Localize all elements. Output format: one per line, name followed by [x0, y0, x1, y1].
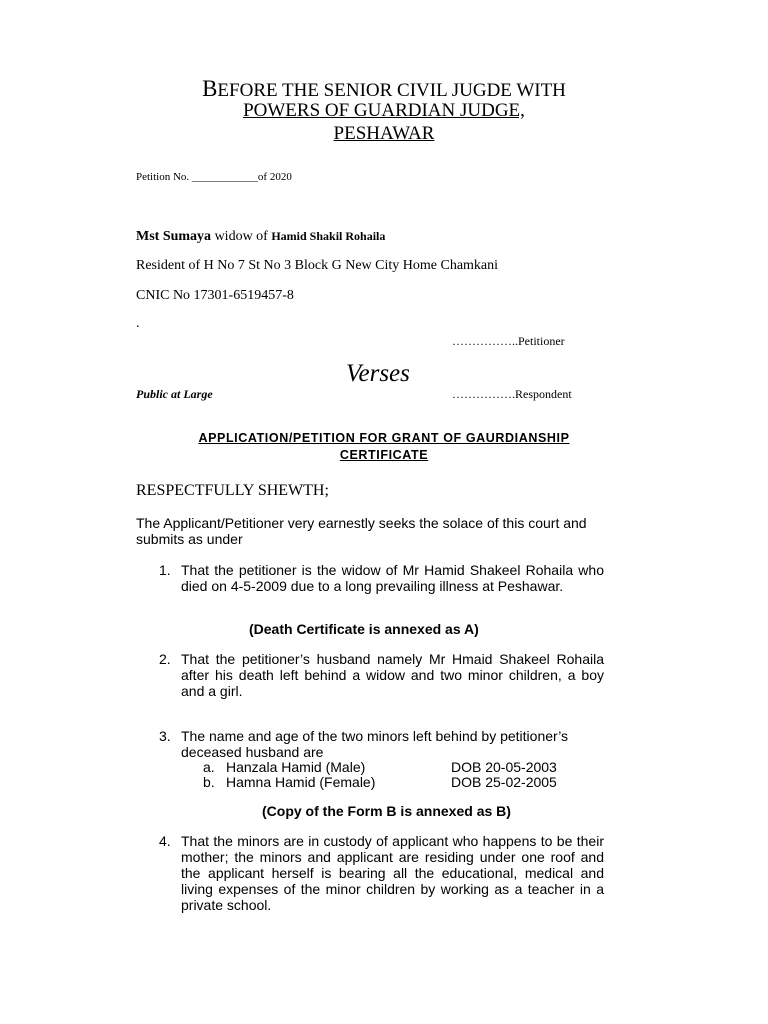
annex-a-note: (Death Certificate is annexed as A)	[249, 621, 479, 637]
intro-paragraph: The Applicant/Petitioner very earnestly seeks the solace of this court and submits as under	[136, 515, 587, 547]
application-title-line-1: APPLICATION/PETITION FOR GRANT OF GAURDIANSHIP	[198, 431, 570, 445]
annex-b-note: (Copy of the Form B is annexed as B)	[262, 803, 511, 819]
heading-line-3: PESHAWAR	[333, 123, 435, 144]
application-title-line-2: CERTIFICATE	[339, 448, 429, 462]
item-number-1: 1.	[159, 562, 171, 578]
item-text-4: That the minors are in custody of applicant who happens to be their mother; the minors and applicant are residing under one roof and the applicant herself is bearing all the educational, medical and living expenses of the minor children by working as a teacher in a private school.	[181, 833, 604, 913]
petitioner-label: ……………..Petitioner	[452, 334, 565, 348]
minor-letter-a: a.	[203, 759, 215, 775]
item-number-3: 3.	[159, 728, 171, 744]
minor-letter-b: b.	[203, 774, 215, 790]
respondent-name: Public at Large	[136, 387, 213, 401]
petition-number: Petition No. ____________of 2020	[136, 171, 292, 183]
minor-name-b: Hamna Hamid (Female)	[226, 774, 376, 790]
respondent-label: …………….Respondent	[452, 387, 572, 401]
heading-line-1: BEFORE THE SENIOR CIVIL JUGDE WITH	[202, 76, 566, 101]
respectfully-shewth: RESPECTFULLY SHEWTH;	[136, 482, 329, 499]
item-text-2: That the petitioner’s husband namely Mr Hmaid Shakeel Rohaila after his death left behind a widow and two minor children, a boy and a girl.	[181, 651, 604, 699]
dot-mark: .	[136, 316, 140, 331]
verses-heading: Verses	[346, 360, 410, 387]
item-text-1: That the petitioner is the widow of Mr Hamid Shakeel Rohaila who died on 4-5-2009 due to a long prevailing illness at Peshawar.	[181, 562, 604, 594]
petitioner-cnic: CNIC No 17301-6519457-8	[136, 288, 294, 303]
minor-name-a: Hanzala Hamid (Male)	[226, 759, 366, 775]
heading-line-2: POWERS OF GUARDIAN JUDGE,	[243, 100, 525, 121]
item-number-2: 2.	[159, 651, 171, 667]
minor-dob-b: DOB 25-02-2005	[451, 774, 557, 790]
minor-dob-a: DOB 20-05-2003	[451, 759, 557, 775]
item-number-4: 4.	[159, 833, 171, 849]
petitioner-address: Resident of H No 7 St No 3 Block G New City Home Chamkani	[136, 258, 499, 273]
petitioner-name-line: Mst Sumaya widow of Hamid Shakil Rohaila	[136, 229, 386, 244]
item-text-3: The name and age of the two minors left behind by petitioner’s deceased husband are	[181, 728, 569, 760]
